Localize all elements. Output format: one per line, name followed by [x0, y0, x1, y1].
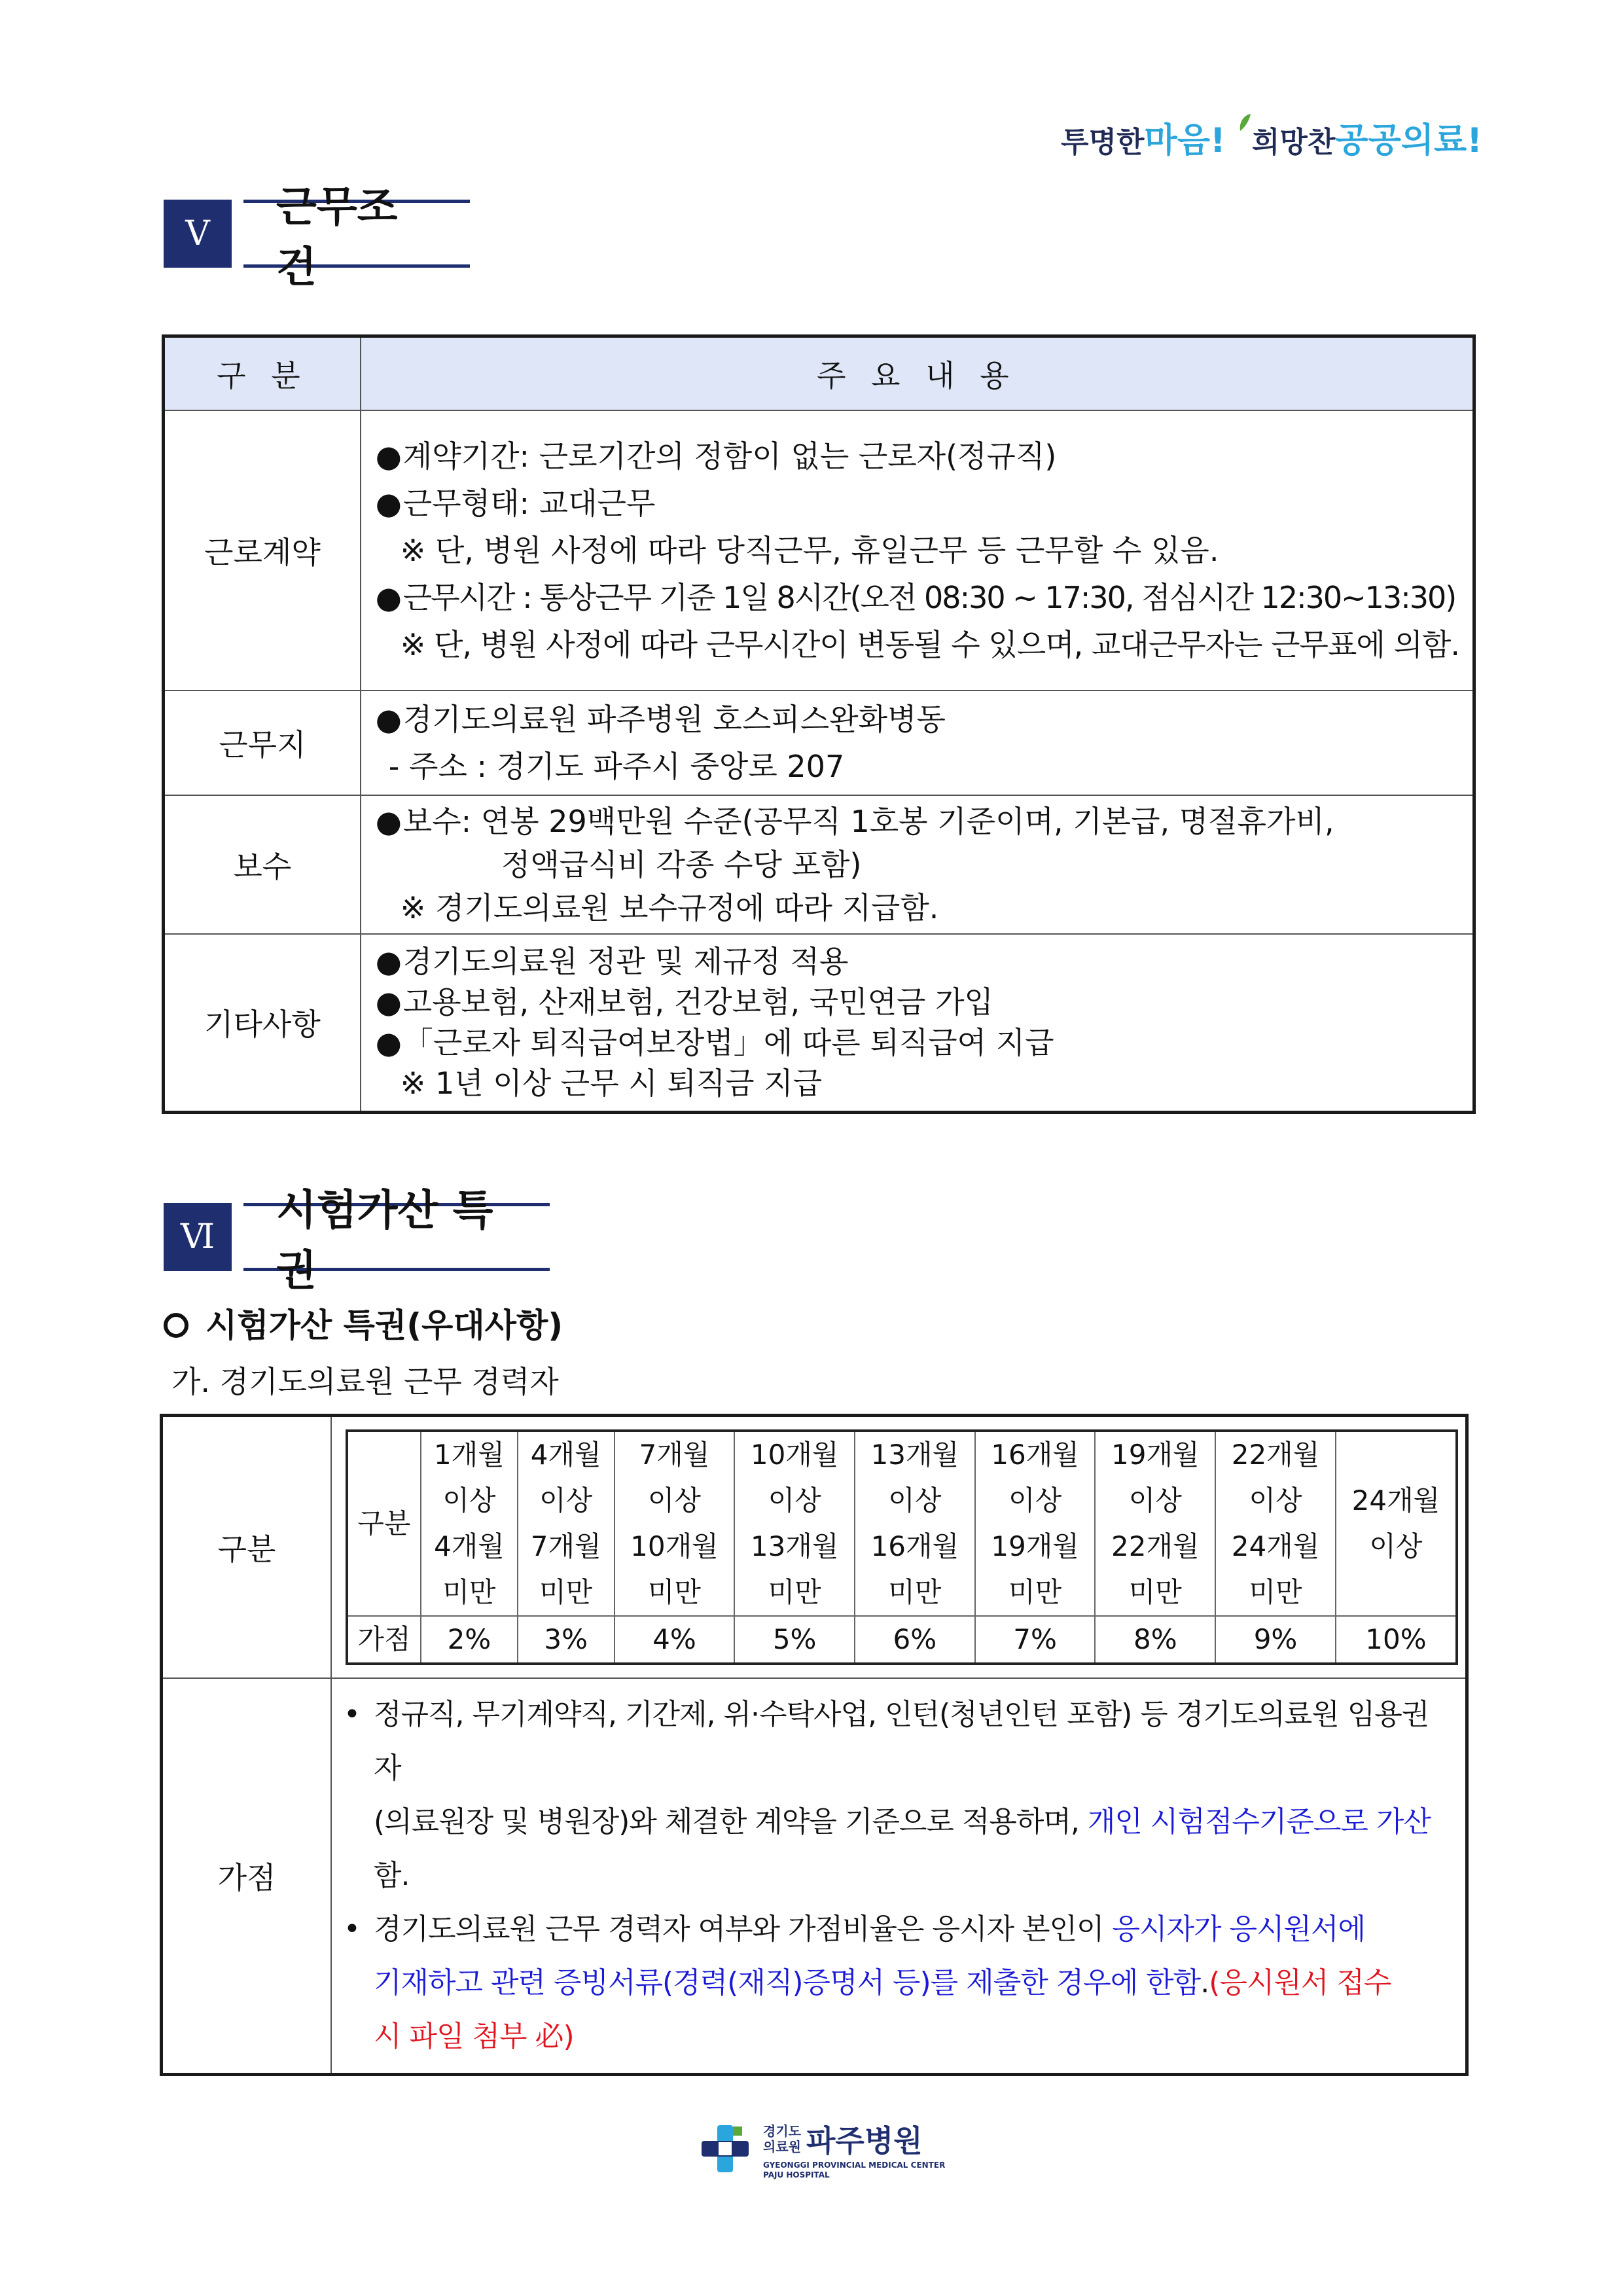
note-1: • 정규직, 무기계약직, 기간제, 위·수탁사업, 인턴(청년인턴 포함) 등 경기도의료원 임용권자 (의료원장 및 병원장)와 체결한 계약을 기준으로 적용하며, 개인 시험점수기준으로 가산함. [344, 1698, 1431, 1892]
note-highlight: 응시자가 응시원서에 [1112, 1912, 1366, 1946]
note-text: . [1200, 1966, 1209, 2000]
section6-number-box [164, 1203, 232, 1271]
list-item: ※ 단, 병원 사정에 따라 당직근무, 휴일근무 등 근무할 수 있음. [400, 533, 1219, 568]
bonus-points-table [160, 1414, 1469, 2076]
note-warning: (응시원서 접수 [1209, 1966, 1391, 2000]
points-cell: 9% [1215, 1616, 1336, 1664]
points-cell: 3% [518, 1616, 615, 1664]
period-cell: 7개월 이상 10개월 미만 [615, 1431, 735, 1616]
row-label-etc: 기타사항 [164, 934, 361, 1112]
row-content-contract: ●계약기간: 근로기간의 정함이 없는 근로자(정규직) ●근무형태: 교대근무 ※ 단, 병원 사정에 따라 당직근무, 휴일근무 등 근무할 수 있음. ●근무시간 : 통상근무 기준 1일 8시간(오전 08:30 ~ 17:30, 점심시간 12:30~13:30) ※ 단, 병원 사정에 따라 근무시간이 변동될 수 있으며, 교대근무자는 근무표에 의함. [361, 410, 1474, 691]
org-eng-1: GYEONGGI PROVINCIAL MEDICAL CENTER [763, 2161, 946, 2170]
note-text: 경기도의료원 근무 경력자 여부와 가점비율은 응시자 본인이 [374, 1912, 1113, 1946]
row-content-etc: ●경기도의료원 정관 및 제규정 적용 ●고용보험, 산재보험, 건강보험, 국민연금 가입 ●「근로자 퇴직급여보장법」에 따른 퇴직급여 지급 ※ 1년 이상 근무 시 퇴직금 지급 [361, 934, 1474, 1112]
list-item: 경기도의료원 파주병원 호스피스완화병동 [402, 702, 946, 737]
list-item: ※ 단, 병원 사정에 따라 근무시간이 변동될 수 있으며, 교대근무자는 근무표에 의함. [400, 627, 1459, 662]
note-warning: 시 파일 첨부 必) [374, 2020, 574, 2053]
list-item: 보수: 연봉 29백만원 수준(공무직 1호봉 기준이며, 기본급, 명절휴가비, [402, 804, 1334, 839]
section5-number-box [164, 200, 232, 268]
org-name: 파주병원 [806, 2123, 923, 2159]
inner-points-label: 가점 [347, 1616, 421, 1664]
work-conditions-table [162, 334, 1476, 1114]
period-cell: 13개월 이상 16개월 미만 [855, 1431, 975, 1616]
points-cell: 5% [734, 1616, 855, 1664]
subheading [164, 1299, 563, 1346]
org-small-1: 경기도 [763, 2123, 801, 2139]
note-text: 함. [374, 1859, 410, 1892]
org-small-2: 의료원 [763, 2139, 801, 2155]
list-item: ※ 1년 이상 근무 시 퇴직금 지급 [400, 1066, 823, 1102]
note-highlight: 개인 시험점수기준으로 가산 [1087, 1805, 1431, 1839]
points-cell: 6% [855, 1616, 975, 1664]
period-cell: 19개월 이상 22개월 미만 [1095, 1431, 1215, 1616]
row-label-contract: 근로계약 [164, 410, 361, 691]
slogan-part2: 마음! [1144, 121, 1226, 160]
row-label-salary: 보수 [164, 795, 361, 934]
subheading-text: 시험가산 특권(우대사항) [205, 1306, 563, 1344]
row-content-workplace: ●경기도의료원 파주병원 호스피스완화병동 - 주소 : 경기도 파주시 중앙로 207 [361, 691, 1474, 795]
note-highlight: 기재하고 관련 증빙서류(경력(재직)증명서 등)를 제출한 경우에 한함 [374, 1966, 1201, 2000]
list-item: 근무형태: 교대근무 [402, 486, 656, 521]
section5-number: Ⅴ [185, 214, 210, 253]
points-cell: 8% [1095, 1616, 1215, 1664]
row-content-salary: ●보수: 연봉 29백만원 수준(공무직 1호봉 기준이며, 기본급, 명절휴가비, 정액급식비 각종 수당 포함) ※ 경기도의료원 보수규정에 따라 지급함. [361, 795, 1474, 934]
period-cell: 16개월 이상 19개월 미만 [975, 1431, 1096, 1616]
list-item: ※ 경기도의료원 보수규정에 따라 지급함. [400, 890, 939, 925]
period-table-cell [331, 1416, 1467, 1679]
section5-title: 근무조건 [243, 200, 470, 268]
period-cell: 10개월 이상 13개월 미만 [734, 1431, 855, 1616]
row-label-workplace: 근무지 [164, 691, 361, 795]
points-cell: 4% [615, 1616, 735, 1664]
points-cell: 7% [975, 1616, 1096, 1664]
list-item: 계약기간: 근로기간의 정함이 없는 근로자(정규직) [402, 439, 1057, 474]
points-cell: 10% [1336, 1616, 1457, 1664]
note-2: • 경기도의료원 근무 경력자 여부와 가점비율은 응시자 본인이 응시자가 응시원서에 기재하고 관련 증빙서류(경력(재직)증명서 등)를 제출한 경우에 한함.(응시원서 접수 시 파일 첨부 必) [344, 1912, 1391, 2053]
inner-head: 구분 [347, 1431, 421, 1616]
list-item: 「근로자 퇴직급여보장법」에 따른 퇴직급여 지급 [402, 1025, 1054, 1061]
note-text: 정규직, 무기계약직, 기간제, 위·수탁사업, 인턴(청년인턴 포함) 등 경기도의료원 임용권자 [374, 1698, 1429, 1785]
period-cell: 24개월 이상 [1336, 1431, 1457, 1616]
note-text: (의료원장 및 병원장)와 체결한 계약을 기준으로 적용하며, [374, 1805, 1088, 1839]
table-header-content: 주 요 내 용 [361, 336, 1474, 411]
leaf-icon [1238, 113, 1252, 132]
cross-logo-icon [699, 2123, 751, 2175]
points-notes [331, 1678, 1467, 2075]
period-cell: 4개월 이상 7개월 미만 [518, 1431, 615, 1616]
list-item: - 주소 : 경기도 파주시 중앙로 207 [388, 749, 845, 784]
list-item: 근무시간 : 통상근무 기준 1일 8시간(오전 08:30 ~ 17:30, 점심시간 12:30~13:30) [402, 580, 1456, 615]
row-label-points: 가점 [162, 1678, 332, 2075]
list-item: 고용보험, 산재보험, 건강보험, 국민연금 가입 [402, 984, 993, 1020]
hospital-logo [699, 2117, 945, 2180]
header-slogan [1061, 113, 1482, 162]
section6-number: Ⅵ [180, 1217, 215, 1257]
org-eng-2: PAJU HOSPITAL [763, 2170, 830, 2179]
table-header-category: 구 분 [164, 336, 361, 411]
slogan-part3: 희망찬 [1251, 126, 1336, 159]
circle-bullet-icon [164, 1313, 188, 1338]
sub-subheading: 가. 경기도의료원 근무 경력자 [171, 1364, 559, 1399]
period-table [346, 1429, 1458, 1665]
row-label-category: 구분 [162, 1416, 332, 1679]
slogan-part1: 투명한 [1061, 126, 1145, 159]
period-cell: 1개월 이상 4개월 미만 [421, 1431, 518, 1616]
slogan-part4: 공공의료! [1335, 121, 1482, 160]
list-item: 경기도의료원 정관 및 제규정 적용 [402, 944, 849, 980]
period-cell: 22개월 이상 24개월 미만 [1215, 1431, 1336, 1616]
list-item: 정액급식비 각종 수당 포함) [501, 847, 862, 882]
points-cell: 2% [421, 1616, 518, 1664]
section6-title: 시험가산 특권 [243, 1203, 550, 1271]
